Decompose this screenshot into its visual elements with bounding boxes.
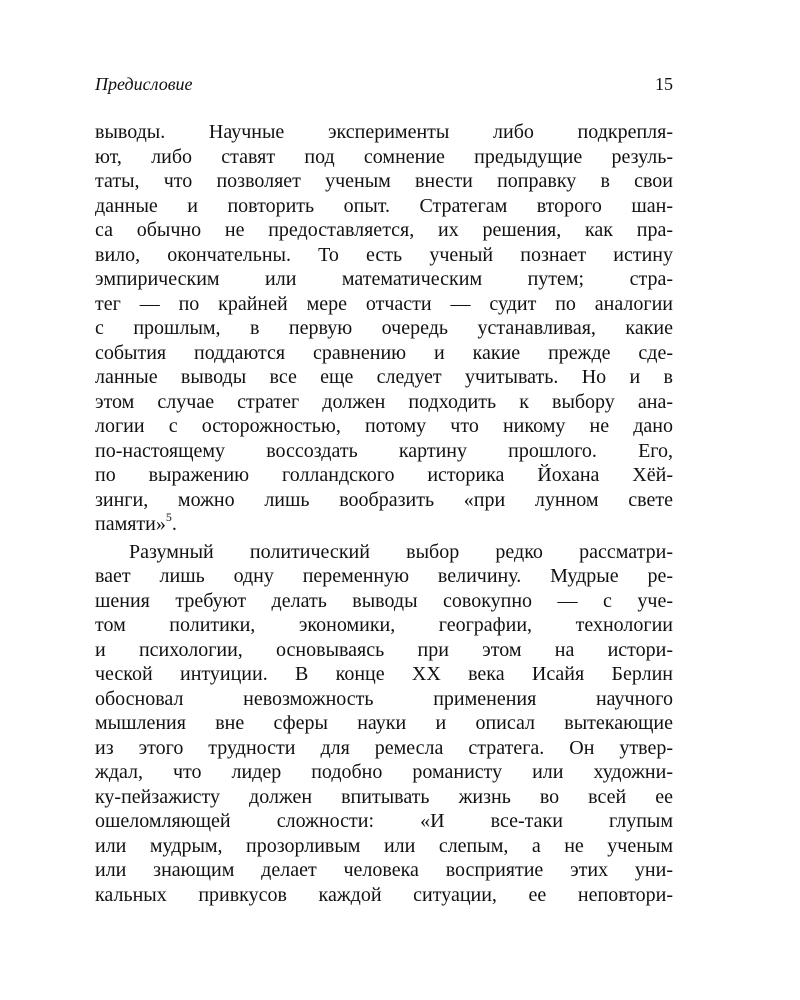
text-line: са обычно не предоставляется, их решения, как пра- (95, 219, 673, 241)
paragraph-1 (95, 120, 673, 537)
paragraph-2 (95, 540, 673, 908)
text-line: мышления вне сферы науки и описал вытекающие (95, 712, 673, 734)
text-line: события поддаются сравнению и какие прежде сде- (95, 341, 673, 364)
text-line: таты, что позволяет ученым внести поправку в свои (95, 170, 673, 192)
last-line-end: . (171, 513, 177, 535)
text-line: выводы. Научные эксперименты либо подкрепля- (95, 121, 673, 143)
text-line: данные и повторить опыт. Стратегам второго шан- (95, 194, 673, 217)
text-line: логии с осторожностью, потому что никому не дано (95, 415, 673, 437)
text-line: с прошлым, в первую очередь устанавливая, какие (95, 317, 673, 339)
text-line-last (95, 512, 673, 537)
footnote-marker[interactable]: 5 (165, 510, 172, 525)
text-line: зинги, можно лишь вообразить «при лунном свете (95, 488, 673, 511)
last-line-text: памяти» (95, 513, 166, 535)
text-line: ют, либо ставят под сомнение предыдущие резуль- (95, 145, 673, 168)
section-title: Предисловие (95, 74, 193, 94)
text-line: кальных привкусов каждой ситуации, ее неповтори- (95, 883, 673, 906)
text-line: этом случае стратег должен подходить к выбору ана- (95, 390, 673, 413)
text-line-first: Разумный политический выбор редко рассматри- (129, 540, 673, 563)
text-line: или мудрым, прозорливым или слепым, а не ученым (95, 834, 673, 857)
text-line: шения требуют делать выводы совокупно — с уче- (95, 589, 673, 612)
text-line: и психологии, основываясь при этом на истори- (95, 638, 673, 661)
text-line: или знающим делает человека восприятие этих уни- (95, 859, 673, 881)
running-head (95, 72, 673, 98)
body-text (95, 120, 673, 907)
text-line: вило, окончательны. То есть ученый познает истину (95, 243, 673, 266)
text-line: вает лишь одну переменную величину. Мудрые ре- (95, 565, 673, 587)
text-line: из этого трудности для ремесла стратега. Он утвер- (95, 736, 673, 759)
text-line: обосновал невозможность применения научного (95, 687, 673, 710)
page-number: 15 (655, 74, 673, 94)
text-line: по выражению голландского историка Йохана Хёй- (95, 464, 673, 486)
text-line: ческой интуиции. В конце XX века Исайя Берлин (95, 663, 673, 685)
text-line: по-настоящему воссоздать картину прошлого. Его, (95, 439, 673, 462)
text-line: том политики, экономики, географии, технологии (95, 614, 673, 636)
text-line: ждал, что лидер подобно романисту или художни- (95, 761, 673, 783)
text-line: тег — по крайней мере отчасти — судит по аналогии (95, 292, 673, 315)
text-line: ошеломляющей сложности: «И все-таки глупым (95, 810, 673, 832)
text-line: эмпирическим или математическим путем; стра- (95, 268, 673, 290)
text-line: ку-пейзажисту должен впитывать жизнь во всей ее (95, 785, 673, 808)
text-line: ланные выводы все еще следует учитывать. Но и в (95, 366, 673, 388)
